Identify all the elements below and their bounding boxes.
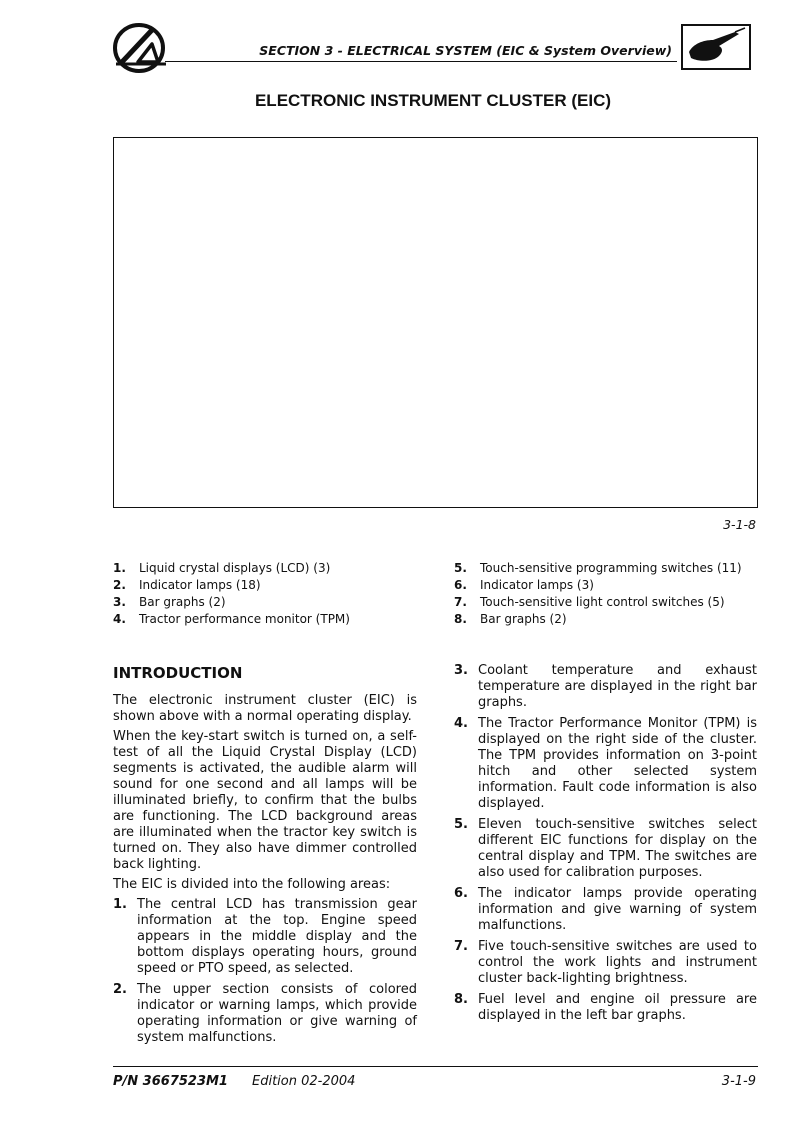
legend-number: 2. xyxy=(113,578,126,592)
legend-text: Bar graphs (2) xyxy=(480,612,567,626)
legend-text: Tractor performance monitor (TPM) xyxy=(139,612,350,626)
legend-number: 4. xyxy=(113,612,126,626)
list-text: Fuel level and engine oil pressure are displayed in the left bar graphs. xyxy=(478,992,757,1023)
legend-text: Touch-sensitive programming switches (11) xyxy=(480,561,742,575)
list-number: 5. xyxy=(454,817,468,832)
list-text: The Tractor Performance Monitor (TPM) is displayed on the right side of the cluster. The TPM provides information on 3-point hitch and other selected system information. Fault code information is also displayed. xyxy=(478,716,757,811)
body-column-right xyxy=(454,663,757,1029)
hand-pointer-icon xyxy=(683,26,749,68)
legend-item xyxy=(454,578,742,595)
paragraph: The EIC is divided into the following areas: xyxy=(113,877,391,892)
legend-item xyxy=(454,612,742,629)
legend-left xyxy=(113,561,350,629)
list-number: 4. xyxy=(454,716,468,731)
legend-item xyxy=(113,595,350,612)
list-text: The upper section consists of colored indicator or warning lamps, which provide operating information or give warning of system malfunctions. xyxy=(137,982,417,1045)
legend-number: 1. xyxy=(113,561,126,575)
figure-frame xyxy=(113,137,758,508)
section-icon-box xyxy=(681,24,751,70)
legend-item xyxy=(454,561,742,578)
legend-text: Touch-sensitive light control switches (5) xyxy=(480,595,725,609)
list-number: 1. xyxy=(113,897,127,912)
legend-text: Bar graphs (2) xyxy=(139,595,226,609)
legend-text: Indicator lamps (3) xyxy=(480,578,594,592)
legend-right xyxy=(454,561,742,629)
legend-number: 5. xyxy=(454,561,467,575)
list-item xyxy=(454,886,757,934)
brand-logo-icon xyxy=(112,22,170,74)
legend-number: 8. xyxy=(454,612,467,626)
list-item xyxy=(113,982,417,1046)
footer-rule xyxy=(113,1066,758,1067)
list-item xyxy=(454,992,757,1024)
legend-text: Indicator lamps (18) xyxy=(139,578,261,592)
edition: Edition 02-2004 xyxy=(252,1074,356,1089)
legend-number: 6. xyxy=(454,578,467,592)
legend-item xyxy=(113,612,350,629)
list-item xyxy=(454,817,757,881)
legend-number: 7. xyxy=(454,595,467,609)
paragraph: When the key-start switch is turned on, a self-test of all the Liquid Crystal Display (LCD) segments is activated, the audible alarm will sound for one second and all lamps will be illuminated briefly, to confirm that the bulbs are functioning. The LCD background areas are illuminated when the tractor key switch is turned on. They also have dimmer controlled back lighting. xyxy=(113,729,417,872)
list-text: Coolant temperature and exhaust temperature are displayed in the right bar graphs. xyxy=(478,663,757,710)
list-item xyxy=(454,716,757,812)
list-text: Eleven touch-sensitive switches select different EIC functions for display on the central display and TPM. The switches are also used for calibration purposes. xyxy=(478,817,757,880)
list-number: 3. xyxy=(454,663,468,678)
header-rule xyxy=(165,61,677,62)
figure-reference: 3-1-8 xyxy=(723,517,756,532)
list-text: The indicator lamps provide operating information and give warning of system malfunctions. xyxy=(478,886,757,933)
list-number: 7. xyxy=(454,939,468,954)
list-item xyxy=(113,897,417,977)
section-title: SECTION 3 - ELECTRICAL SYSTEM (EIC & System Overview) xyxy=(259,43,672,58)
list-item xyxy=(454,939,757,987)
legend-text: Liquid crystal displays (LCD) (3) xyxy=(139,561,331,575)
body-column-left xyxy=(113,663,417,1051)
list-text: The central LCD has transmission gear information at the top. Engine speed appears in the middle display and the bottom displays operating hours, ground speed or PTO speed, as selected. xyxy=(137,897,417,976)
list-number: 6. xyxy=(454,886,468,901)
list-item xyxy=(454,663,757,711)
paragraph: The electronic instrument cluster (EIC) is shown above with a normal operating display. xyxy=(113,693,417,724)
list-number: 2. xyxy=(113,982,127,997)
legend-item xyxy=(113,561,350,578)
page-number: 3-1-9 xyxy=(721,1074,756,1089)
part-number: P/N 3667523M1 xyxy=(113,1074,228,1089)
legend-number: 3. xyxy=(113,595,126,609)
list-text: Five touch-sensitive switches are used to control the work lights and instrument cluster back-lighting brightness. xyxy=(478,939,757,986)
legend-item xyxy=(113,578,350,595)
list-number: 8. xyxy=(454,992,468,1007)
section-heading: INTRODUCTION xyxy=(113,664,243,682)
page-title: ELECTRONIC INSTRUMENT CLUSTER (EIC) xyxy=(254,91,612,110)
legend-item xyxy=(454,595,742,612)
